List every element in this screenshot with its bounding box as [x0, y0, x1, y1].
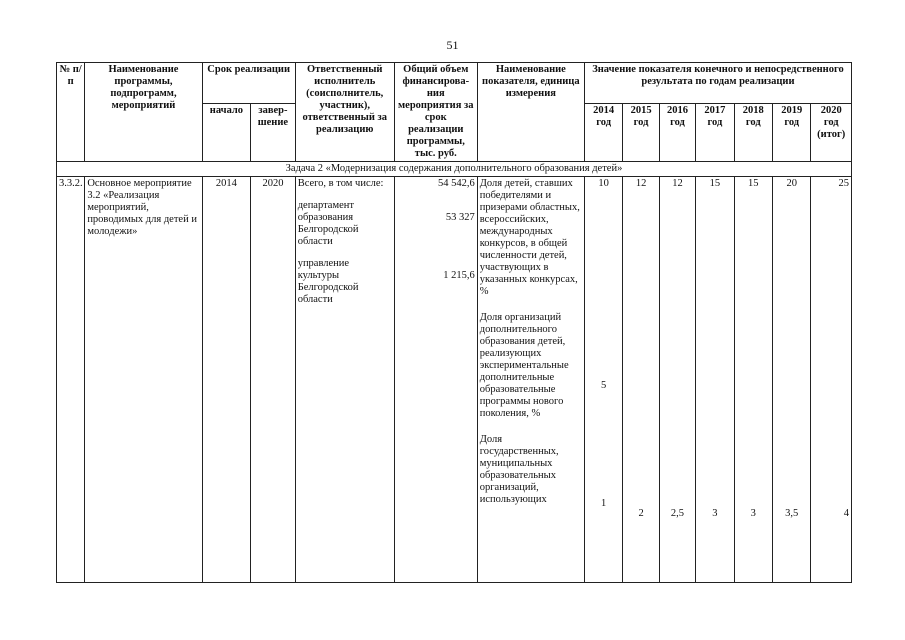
header-year-2020: 2020 год (итог) [811, 103, 852, 162]
header-row-1 [57, 63, 852, 104]
funding-education-dept: 53 327 [445, 212, 475, 223]
value-ind3-2015: 2 [638, 508, 644, 519]
header-indicator: Наименование показателя, единица измерения [477, 63, 584, 162]
header-num: № п/п [57, 63, 85, 162]
funding-total: 54 542,6 [437, 178, 475, 189]
row-funding [394, 177, 477, 583]
row-indicators [477, 177, 584, 583]
header-end: завер-шение [251, 103, 296, 162]
row-name: Основное мероприятие 3.2 «Реализация мероприятий, проводимых для детей и молодежи» [85, 177, 202, 583]
value-ind1-2020: 25 [838, 178, 849, 189]
value-ind3-2014: 1 [601, 498, 607, 509]
row-start: 2014 [202, 177, 251, 583]
value-ind1-2019: 20 [786, 178, 797, 189]
header-start: начало [202, 103, 251, 162]
table-row [57, 177, 852, 583]
value-ind1-2018: 15 [748, 178, 759, 189]
responsible-total: Всего, в том числе: [297, 178, 384, 189]
header-name: Наименование программы, подпрограмм, мероприятий [85, 63, 202, 162]
value-ind1-2016: 12 [672, 178, 683, 189]
value-ind1-2015: 12 [635, 178, 647, 189]
header-responsible: Ответственный исполнитель (соисполнитель, участник), ответственный за реализацию [295, 63, 394, 162]
page-number: 51 [446, 38, 459, 52]
header-values-title: Значение показателя конечного и непосредственного результата по годам реализации [584, 63, 851, 104]
row-responsible [295, 177, 394, 583]
funding-culture-dept: 1 215,6 [443, 270, 475, 281]
header-year-2018: 2018 год [734, 103, 772, 162]
header-year-2019: 2019 год [773, 103, 811, 162]
row-end: 2020 [251, 177, 296, 583]
header-year-2015: 2015 год [623, 103, 659, 162]
values-2018 [734, 177, 772, 583]
responsible-culture-dept: управление культуры Белгородской области [297, 258, 359, 305]
header-funding: Общий объем финансирова-ния мероприятия за срок реализации программы, тыс. руб. [394, 63, 477, 162]
header-year-2017: 2017 год [696, 103, 734, 162]
header-year-2016: 2016 год [659, 103, 695, 162]
value-ind3-2020: 4 [843, 508, 849, 519]
values-2014 [584, 177, 622, 583]
indicator-1: Доля детей, ставших победителями и призерами областных, всероссийских, международных конкурсов, в общей численности детей, участвующих в указанных конкурсах, % [479, 178, 580, 297]
value-ind3-2016: 2,5 [670, 508, 685, 519]
indicator-2: Доля организаций дополнительного образования детей, реализующих экспериментальные дополнительные образовательные программы нового поколения, % [479, 312, 569, 419]
row-num: 3.3.2. [57, 177, 85, 583]
task-row [57, 162, 852, 177]
value-ind3-2019: 3,5 [785, 508, 799, 519]
values-2019 [773, 177, 811, 583]
header-year-2014: 2014 год [584, 103, 622, 162]
values-2015 [623, 177, 659, 583]
program-table [56, 62, 852, 583]
value-ind2-2014: 5 [601, 380, 607, 391]
header-term: Срок реализации [202, 63, 295, 104]
task-title: Задача 2 «Модернизация содержания дополнительного образования детей» [57, 162, 852, 177]
values-2020 [811, 177, 852, 583]
value-ind1-2014: 10 [598, 178, 609, 189]
value-ind3-2018: 3 [750, 508, 756, 519]
values-2016 [659, 177, 695, 583]
values-2017 [696, 177, 734, 583]
value-ind1-2017: 15 [709, 178, 721, 189]
value-ind3-2017: 3 [712, 508, 718, 519]
responsible-education-dept: департамент образования Белгородской области [297, 200, 359, 247]
indicator-3: Доля государственных, муниципальных образовательных организаций, использующих [479, 434, 559, 505]
